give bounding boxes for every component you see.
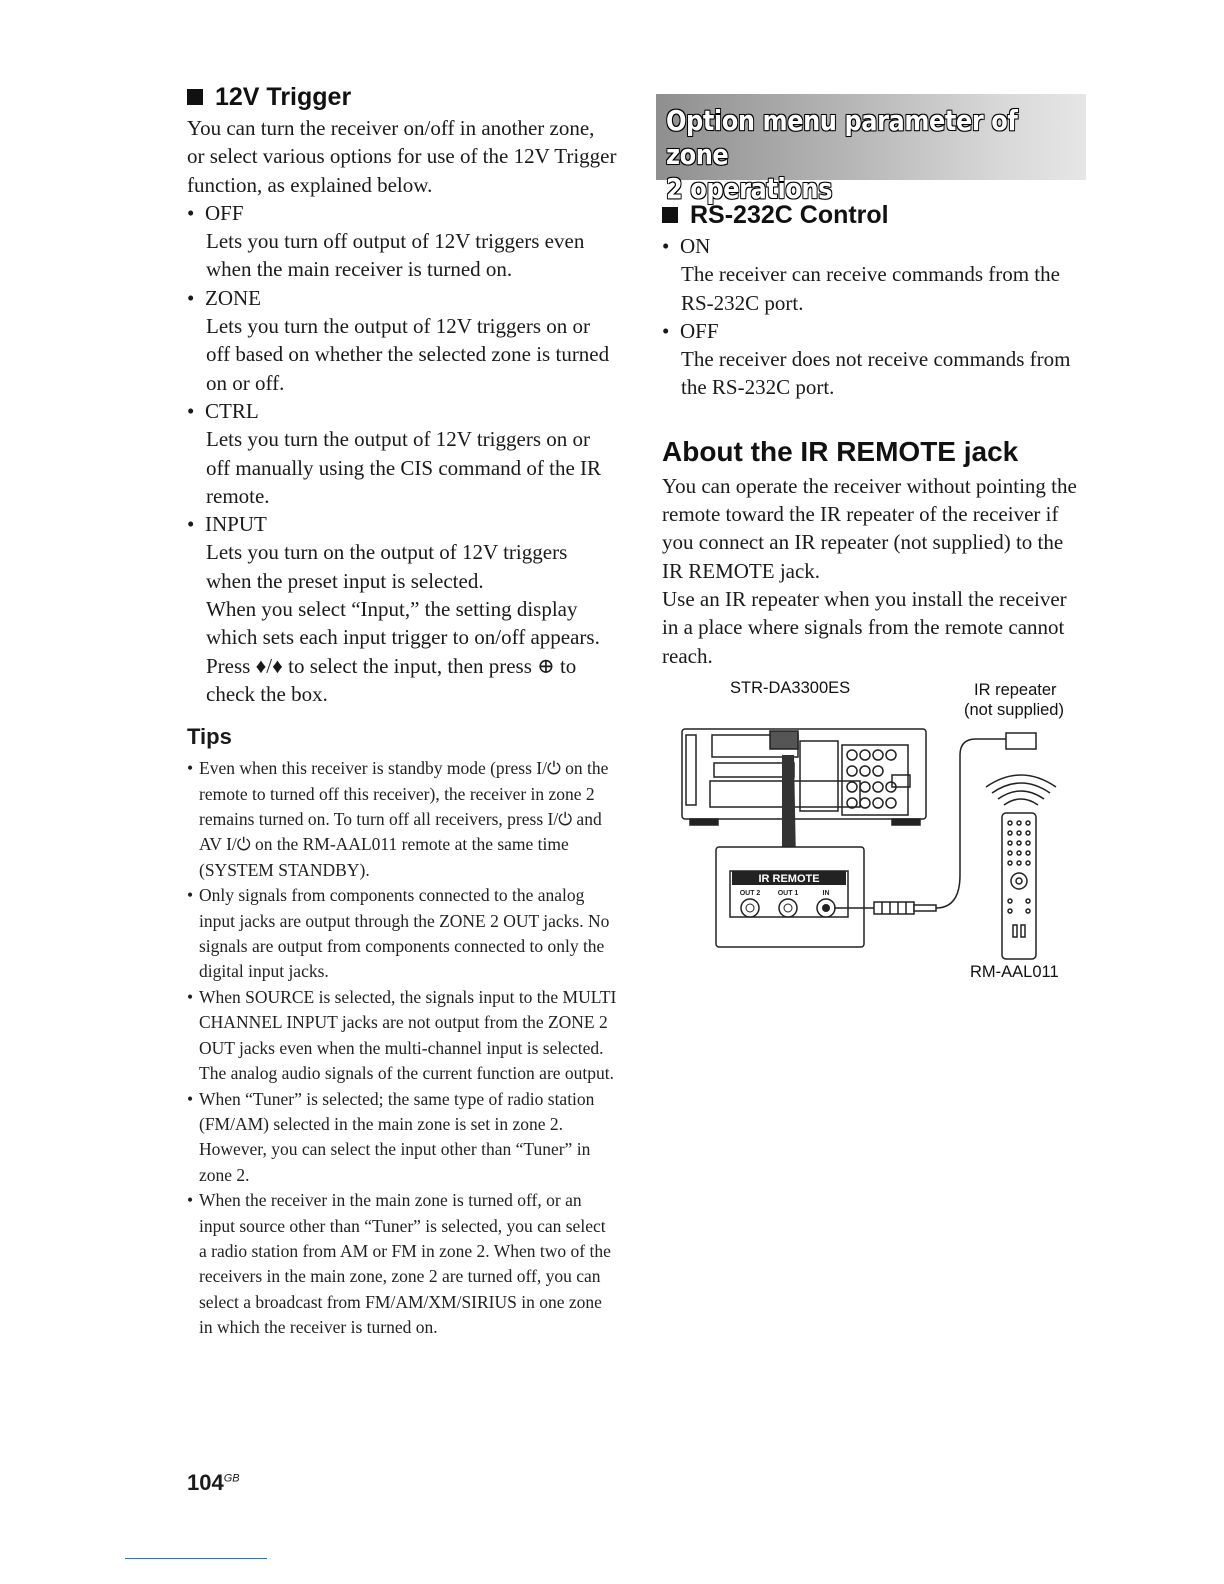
repeater-label-2: (not supplied) xyxy=(964,701,1064,719)
connection-diagram xyxy=(670,675,1090,995)
right-column xyxy=(662,94,1087,670)
ir-remote-heading: About the IR REMOTE jack xyxy=(662,435,1019,467)
rs-on-desc: The receiver can receive commands from the RS-232C port. xyxy=(681,262,1060,315)
jack-out2-label: OUT 2 xyxy=(739,890,761,897)
ir-repeater-icon xyxy=(986,733,1056,805)
repeater-label-1: IR repeater xyxy=(974,681,1057,699)
jack-in-label: IN xyxy=(822,890,830,897)
banner-title: Option menu parameter of zone 2 operations xyxy=(666,104,1018,205)
tip-item: • Even when this receiver is standby mode (press I/⏻ on the remote to turned off this receiver), the receiver in zone 2 remains turned on. To turn off all receivers, press I/⏻ and AV I/⏻ on the RM-AAL011 remote at the same time (SYSTEM STANDBY). xyxy=(187,756,617,883)
option-input-desc-2: When you select “Input,” the setting display which sets each input trigger to on/off appears. Press ♦/♦ to select the input, then press ⊕ to check the box. xyxy=(206,597,600,706)
rs-on-label: • ON xyxy=(662,232,1087,260)
remote-control-icon xyxy=(1002,813,1036,959)
rs-off-desc: The receiver does not receive commands from the RS-232C port. xyxy=(681,347,1071,400)
jack-panel-title: IR REMOTE xyxy=(758,873,820,885)
square-bullet-icon xyxy=(187,89,203,105)
tip-item: • When SOURCE is selected, the signals input to the MULTI CHANNEL INPUT jacks are not output from the ZONE 2 OUT jacks even when the multi-channel input is selected. The analog audio signals of the current function are output. xyxy=(187,985,617,1087)
receiver-rear-icon xyxy=(682,729,926,825)
receiver-label: STR-DA3300ES xyxy=(730,679,851,697)
tips-heading: Tips xyxy=(187,724,232,750)
rs232c-heading: RS-232C Control xyxy=(662,198,1087,232)
diagram-art xyxy=(670,675,1090,995)
option-ctrl-desc: Lets you turn the output of 12V triggers on or off manually using the CIS command of the IR remote. xyxy=(206,427,602,508)
page-number: $104^{GB}$ xyxy=(187,1470,240,1495)
tip-item: • When the receiver in the main zone is turned off, or an input source other than “Tuner” is selected, you can select a radio station from AM or FM in zone 2. When two of the receivers in the main zone, zone 2 are turned off, you can select a broadcast from FM/AM/XM/SIRIUS in one zone in which the receiver is turned on. xyxy=(187,1188,617,1340)
remote-label: RM-AAL011 xyxy=(970,963,1059,981)
ir-paragraph-2: Use an IR repeater when you install the receiver in a place where signals from the remote cannot reach. xyxy=(662,586,1067,668)
footer-rule xyxy=(125,1558,267,1559)
ir-remote-jack-panel xyxy=(716,847,864,947)
left-column xyxy=(187,80,617,1341)
option-off-desc: Lets you turn off output of 12V triggers even when the main receiver is turned on. xyxy=(206,229,585,282)
option-input-desc: Lets you turn on the output of 12V triggers when the preset input is selected. xyxy=(206,540,568,593)
option-off-label: • OFF xyxy=(187,199,617,227)
rs-off-label: • OFF xyxy=(662,317,1087,345)
jack-out1-label: OUT 1 xyxy=(777,890,799,897)
option-ctrl-label: • CTRL xyxy=(187,397,617,425)
option-zone-label: • ZONE xyxy=(187,284,617,312)
trigger-heading: 12V Trigger xyxy=(187,80,617,114)
section-banner xyxy=(656,94,1086,205)
tip-item: • Only signals from components connected to the analog input jacks are output through the ZONE 2 OUT jacks. No signals are output from components connected to only the digital input jacks. xyxy=(187,883,617,985)
option-input-label: • INPUT xyxy=(187,510,617,538)
tip-item: • When “Tuner” is selected; the same type of radio station (FM/AM) selected in the main zone is set in zone 2. However, you can select the input other than “Tuner” in zone 2. xyxy=(187,1087,617,1189)
option-zone-desc: Lets you turn the output of 12V triggers on or off based on whether the selected zone is turned on or off. xyxy=(206,314,610,395)
square-bullet-icon xyxy=(662,207,678,223)
trigger-intro: You can turn the receiver on/off in another zone, or select various options for use of the 12V Trigger function, as explained below. xyxy=(187,116,617,197)
ir-paragraph-1: You can operate the receiver without pointing the remote toward the IR repeater of the receiver if you connect an IR repeater (not supplied) to the IR REMOTE jack. xyxy=(662,473,1077,583)
